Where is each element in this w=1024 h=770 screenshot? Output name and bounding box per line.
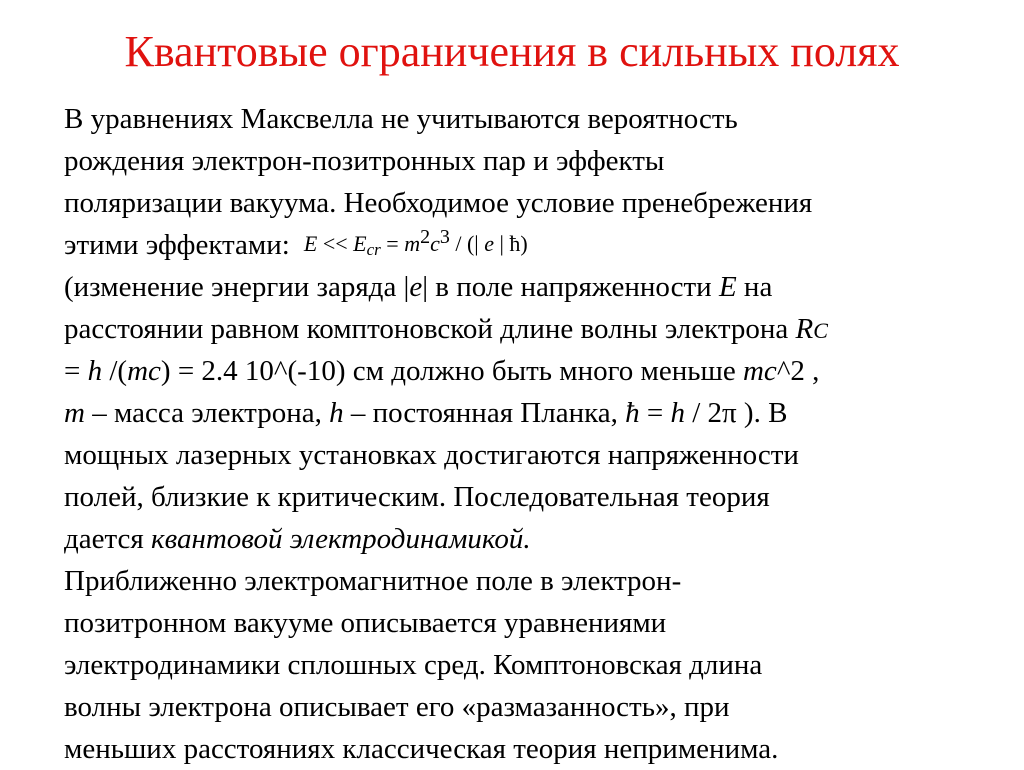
formula-c: c	[430, 231, 440, 256]
body-line-1: В уравнениях Максвелла не учитываются вероятность	[64, 103, 738, 135]
body-line-14: электродинамики сплошных сред. Комптоновская длина	[64, 649, 763, 681]
text-span: дается	[64, 523, 151, 555]
body-line-11	[64, 518, 984, 560]
formula-m-exp: 2	[420, 226, 431, 248]
formula-ecr: E	[353, 231, 367, 256]
text-span-italic: h	[87, 355, 103, 387]
text-span-italic: квантовой электродинамикой.	[151, 523, 531, 555]
text-span-italic: e	[409, 271, 423, 303]
body-line-12: Приближенно электромагнитное поле в электрон-	[64, 565, 682, 597]
text-span-italic: R	[795, 313, 814, 345]
text-span-italic: C	[813, 318, 828, 343]
slide-title: Квантовые ограничения в сильных полях	[124, 27, 900, 76]
body-line-16: меньших расстояниях классическая теория неприменима.	[64, 733, 779, 765]
critical-field-formula	[303, 226, 528, 259]
body-line-4-text: этими эффектами:	[64, 229, 290, 261]
formula-hbar: | ħ)	[493, 231, 528, 256]
body-line-8	[64, 392, 984, 434]
formula-e: E	[303, 231, 318, 256]
text-span-italic: mc	[127, 355, 161, 387]
body-line-9: мощных лазерных установках достигаются напряженности	[64, 439, 799, 471]
text-span-italic: ħ	[625, 397, 640, 429]
body-line-15: волны электрона описывает его «размазанность», при	[64, 691, 730, 723]
text-span: на	[736, 271, 773, 303]
body-line-2: рождения электрон-позитронных пар и эффекты	[64, 145, 665, 177]
body-line-5	[64, 266, 984, 308]
body-line-6	[64, 308, 984, 350]
body-line-7	[64, 350, 984, 392]
formula-divide: / (|	[449, 231, 485, 256]
text-span: расстоянии равном комптоновской длине волны электрона	[64, 313, 796, 345]
formula-much-less: <<	[317, 231, 354, 256]
text-span: ^2 ,	[776, 355, 820, 387]
formula-charge: e	[484, 231, 494, 256]
text-span: | в поле напряженности	[422, 271, 719, 303]
formula-ecr-sub: cr	[366, 240, 381, 259]
body-line-13: позитронном вакууме описывается уравнениями	[64, 607, 667, 639]
text-span-italic: h	[329, 397, 344, 429]
formula-equals: =	[380, 231, 405, 256]
body-line-10: полей, близкие к критическим. Последовательная теория	[64, 481, 770, 513]
text-span: – постоянная Планка,	[343, 397, 626, 429]
body-line-3: поляризации вакуума. Необходимое условие пренебрежения	[64, 187, 813, 219]
text-span-italic: m	[64, 397, 85, 429]
text-span-italic: E	[718, 271, 737, 303]
formula-m: m	[404, 231, 421, 256]
text-span-italic: h	[670, 397, 685, 429]
body-line-4	[64, 224, 984, 266]
text-span: /(	[102, 355, 128, 387]
formula-c-exp: 3	[439, 226, 450, 248]
text-span: (изменение энергии заряда |	[64, 271, 410, 303]
text-span: =	[64, 355, 88, 387]
text-span-italic: mc	[742, 355, 777, 387]
text-span: =	[639, 397, 671, 429]
slide-body	[64, 98, 984, 770]
text-span: ) = 2.4 10^(-10) см должно быть много меньше	[160, 355, 743, 387]
text-span: – масса электрона,	[84, 397, 330, 429]
text-span: / 2π ). В	[684, 397, 788, 429]
